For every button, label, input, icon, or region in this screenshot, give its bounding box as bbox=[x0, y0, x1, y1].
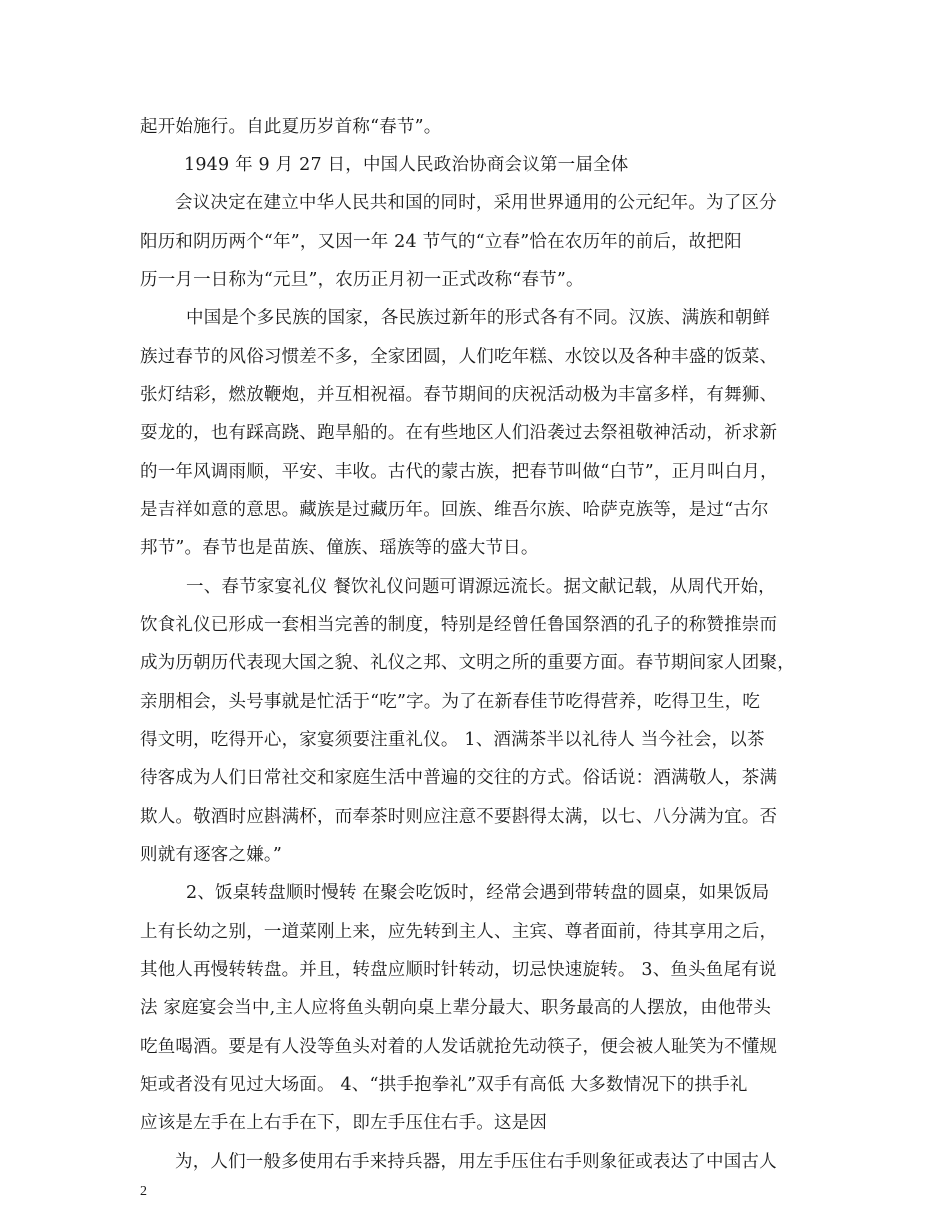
text-line: 成为历朝历代表现大国之貌、礼仪之邦、文明之所的重要方面。春节期间家人团聚， bbox=[140, 653, 795, 673]
text-line: 矩或者没有见过大场面。 4、“拱手抱拳礼”双手有高低 大多数情况下的拱手礼 bbox=[140, 1075, 748, 1095]
text-line: 得文明，吃得开心，家宴须要注重礼仪。 1、酒满茶半以礼待人 当今社会，以茶 bbox=[140, 730, 765, 750]
text-line: 起开始施行。自此夏历岁首称“春节”。 bbox=[140, 117, 442, 137]
text-line: 为，人们一般多使用右手来持兵器，用左手压住右手则象征或表达了中国古人 bbox=[175, 1152, 777, 1172]
text-line: 会议决定在建立中华人民共和国的同时，采用世界通用的公元纪年。为了区分 bbox=[175, 193, 777, 213]
text-line: 张灯结彩，燃放鞭炮，并互相祝福。春节期间的庆祝活动极为丰富多样，有舞狮、 bbox=[140, 385, 778, 405]
text-line: 历一月一日称为“元旦”，农历正月初一正式改称“春节”。 bbox=[140, 270, 584, 290]
text-line: 饮食礼仪已形成一套相当完善的制度，特别是经曾任鲁国祭酒的孔子的称赞推崇而 bbox=[140, 615, 778, 635]
text-line: 应该是左手在上右手在下，即左手压住右手。这是因 bbox=[140, 1113, 548, 1133]
text-line: 欺人。敬酒时应斟满杯，而奉茶时则应注意不要斟得太满，以七、八分满为宜。否 bbox=[140, 807, 778, 827]
text-line: 邦节”。春节也是苗族、僮族、瑶族等的盛大节日。 bbox=[140, 538, 539, 558]
text-line: 2、饭桌转盘顺时慢转 在聚会吃饭时，经常会遇到带转盘的圆桌，如果饭局 bbox=[186, 883, 770, 903]
text-line: 法 家庭宴会当中,主人应将鱼头朝向桌上辈分最大、职务最高的人摆放，由他带头 bbox=[140, 998, 772, 1018]
text-line: 耍龙的，也有踩高跷、跑旱船的。在有些地区人们沿袭过去祭祖敬神活动，祈求新 bbox=[140, 423, 778, 443]
text-line: 则就有逐客之嫌。” bbox=[140, 845, 282, 865]
text-line: 1949 年 9 月 27 日，中国人民政治协商会议第一届全体 bbox=[184, 155, 629, 175]
text-line: 一、春节家宴礼仪 餐饮礼仪问题可谓源远流长。据文献记载，从周代开始， bbox=[186, 577, 776, 597]
text-line: 亲朋相会，头号事就是忙活于“吃”字。为了在新春佳节吃得营养，吃得卫生，吃 bbox=[140, 692, 761, 712]
text-line: 的一年风调雨顺，平安、丰收。古代的蒙古族，把春节叫做“白节”，正月叫白月， bbox=[140, 462, 778, 482]
page-number: 2 bbox=[140, 1184, 147, 1199]
text-line: 中国是个多民族的国家，各民族过新年的形式各有不同。汉族、满族和朝鲜 bbox=[186, 308, 771, 328]
text-line: 吃鱼喝酒。要是有人没等鱼头对着的人发话就抢先动筷子，便会被人耻笑为不懂规 bbox=[140, 1037, 778, 1057]
text-line: 族过春节的风俗习惯差不多，全家团圆，人们吃年糕、水饺以及各种丰盛的饭菜、 bbox=[140, 347, 778, 367]
text-line: 上有长幼之别，一道菜刚上来，应先转到主人、主宾、尊者面前，待其享用之后， bbox=[140, 922, 778, 942]
text-line: 是吉祥如意的意思。藏族是过藏历年。回族、维吾尔族、哈萨克族等，是过“古尔 bbox=[140, 500, 769, 520]
text-line: 其他人再慢转转盘。并且，转盘应顺时针转动，切忌快速旋转。 3、鱼头鱼尾有说 bbox=[140, 960, 777, 980]
text-line: 待客成为人们日常社交和家庭生活中普遍的交往的方式。俗话说：酒满敬人，茶满 bbox=[140, 768, 778, 788]
text-line: 阳历和阴历两个“年”，又因一年 24 节气的“立春”恰在农历年的前后，故把阳 bbox=[140, 232, 742, 252]
